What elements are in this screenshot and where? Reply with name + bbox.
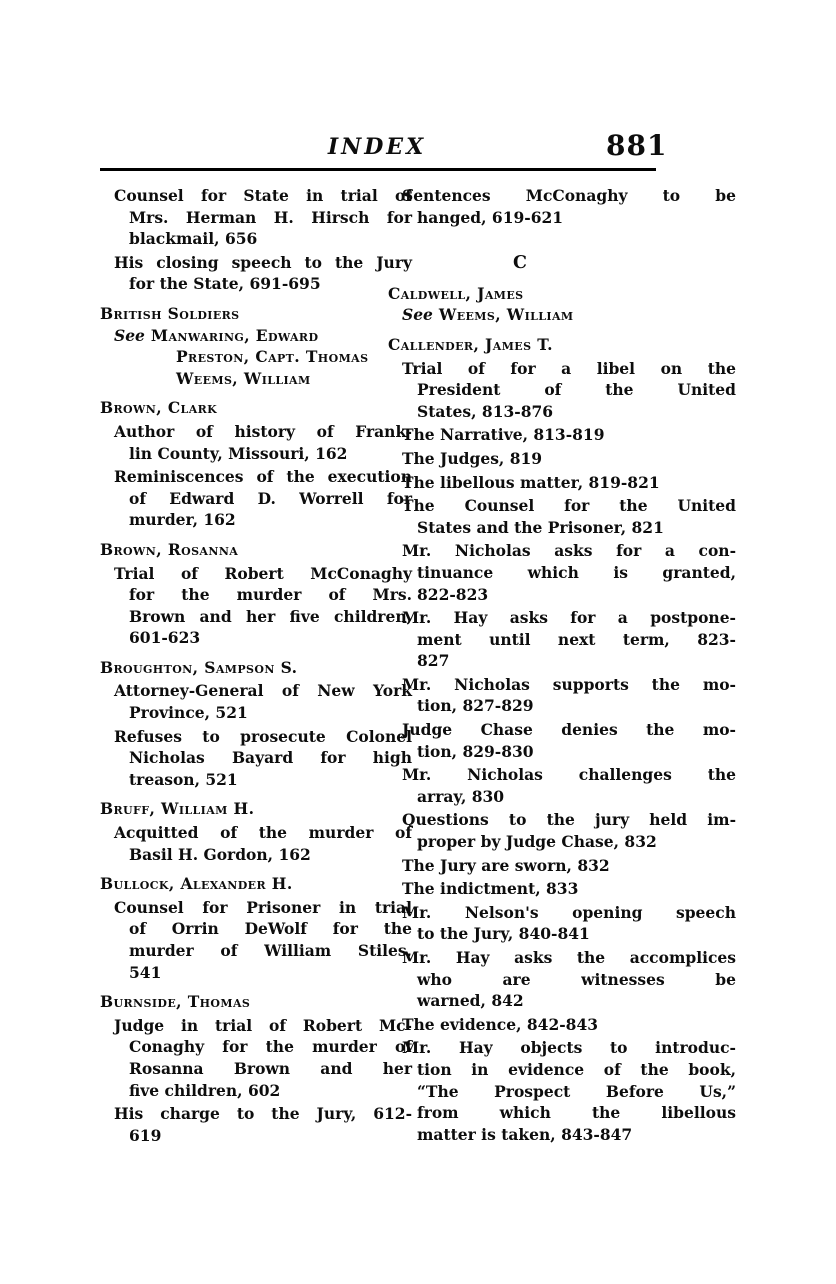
index-heading-text: Bullock, Alexander H. bbox=[100, 874, 293, 894]
index-entry-line bbox=[388, 878, 736, 900]
index-entry-line bbox=[388, 719, 736, 741]
index-heading bbox=[100, 798, 412, 820]
index-entry-line bbox=[100, 443, 412, 465]
index-entry-line-text: 541 bbox=[129, 962, 162, 982]
index-entry-line bbox=[100, 563, 412, 585]
index-entry-line-text: The indictment, 833 bbox=[402, 879, 579, 899]
index-entry-line-text: The Counsel for the United bbox=[402, 496, 736, 516]
index-entry-line bbox=[388, 741, 736, 763]
index-entry-line bbox=[388, 1124, 736, 1146]
index-entry-line-text: Sentences McConaghy to be bbox=[402, 186, 736, 205]
see-reference-line bbox=[100, 368, 412, 390]
index-entry-line-text: Mr. Hay asks for a postpone- bbox=[402, 608, 736, 628]
index-entry-line-text: Mr. Hay asks the accomplices bbox=[402, 948, 736, 967]
index-entry-line bbox=[100, 1015, 412, 1037]
index-entry-line bbox=[100, 726, 412, 748]
index-entry-line-text: Rosanna Brown and her bbox=[129, 1058, 412, 1078]
see-label: See bbox=[114, 325, 145, 345]
index-entry-line bbox=[100, 1080, 412, 1102]
index-entry-line-text: 601-623 bbox=[129, 628, 201, 648]
index-entry-line-text: His charge to the Jury, 612- bbox=[114, 1104, 412, 1124]
index-entry-line bbox=[100, 769, 412, 791]
index-heading bbox=[100, 397, 412, 419]
index-heading-text: Brown, Clark bbox=[100, 398, 218, 418]
index-entry-line-text: Judge in trial of Robert Mc- bbox=[114, 1015, 412, 1035]
index-entry-line-text: blackmail, 656 bbox=[129, 229, 258, 249]
index-entry-line bbox=[100, 844, 412, 866]
index-entry-line bbox=[100, 962, 412, 984]
index-entry-line bbox=[100, 185, 412, 207]
index-entry-line-text: from which the libellous bbox=[417, 1103, 736, 1123]
index-entry-line-text: for the State, 691-695 bbox=[129, 274, 321, 294]
index-entry-line-text: array, 830 bbox=[417, 786, 505, 806]
index-entry-line-text: five children, 602 bbox=[129, 1080, 281, 1100]
index-entry-line-text: Acquitted of the murder of bbox=[114, 823, 412, 843]
index-entry-line bbox=[388, 947, 736, 969]
index-entry-line-text: Mrs. Herman H. Hirsch for bbox=[129, 207, 412, 227]
index-entry-line bbox=[388, 855, 736, 877]
index-entry-line-text: of Orrin DeWolf for the bbox=[129, 919, 412, 939]
index-entry-line bbox=[100, 1036, 412, 1058]
section-letter bbox=[388, 253, 736, 275]
see-reference-name: Manwaring, Edward bbox=[150, 325, 319, 345]
index-entry-line-text: The Judges, 819 bbox=[402, 448, 543, 468]
section-letter-text: C bbox=[513, 253, 527, 274]
index-entry-line-text: Brown and her five children, bbox=[129, 606, 412, 626]
index-entry-line-text: Questions to the jury held im- bbox=[402, 810, 736, 830]
index-entry-line-text: Basil H. Gordon, 162 bbox=[129, 844, 311, 864]
index-entry-line bbox=[388, 607, 736, 629]
index-entry-line-text: to the Jury, 840-841 bbox=[417, 924, 590, 944]
index-heading bbox=[100, 303, 412, 325]
index-entry-line-text: The Jury are sworn, 832 bbox=[402, 855, 610, 875]
index-entry-line-text: Trial of Robert McConaghy bbox=[114, 563, 412, 583]
index-entry-line-text: Attorney-General of New York bbox=[114, 681, 412, 701]
see-reference-name: Weems, William bbox=[176, 368, 311, 388]
index-entry-line bbox=[100, 822, 412, 844]
index-heading-text: British Soldiers bbox=[100, 303, 240, 323]
index-heading-text: Callender, James T. bbox=[388, 334, 553, 354]
index-entry-line bbox=[388, 185, 736, 207]
index-entry-line-text: Author of history of Frank- bbox=[114, 421, 412, 441]
index-entry-line bbox=[100, 273, 412, 295]
index-heading bbox=[100, 539, 412, 561]
index-entry-line bbox=[100, 488, 412, 510]
index-entry-line bbox=[100, 897, 412, 919]
index-entry-line bbox=[388, 809, 736, 831]
index-entry-line bbox=[100, 680, 412, 702]
index-entry-line-text: Nicholas Bayard for high bbox=[129, 748, 412, 768]
page-number: 881 bbox=[606, 129, 668, 162]
index-entry-line-text: of Edward D. Worrell for bbox=[129, 488, 412, 508]
index-entry-line bbox=[388, 629, 736, 651]
index-entry-line-text: matter is taken, 843-847 bbox=[417, 1124, 633, 1144]
index-entry-line-text: The Narrative, 813-819 bbox=[402, 425, 605, 445]
index-entry-line bbox=[100, 1125, 412, 1147]
page-title: INDEX bbox=[327, 134, 427, 160]
index-heading bbox=[100, 873, 412, 895]
index-entry-line-text: Conaghy for the murder of bbox=[129, 1037, 412, 1057]
index-entry-line bbox=[100, 421, 412, 443]
index-entry-line-text: Trial of for a libel on the bbox=[402, 358, 736, 378]
index-heading bbox=[100, 657, 412, 679]
index-entry-line bbox=[388, 695, 736, 717]
index-entry-line-text: “The Prospect Before Us,” bbox=[417, 1081, 736, 1101]
index-entry-line-text: The evidence, 842-843 bbox=[402, 1014, 599, 1034]
index-entry-line bbox=[100, 918, 412, 940]
index-entry-line bbox=[100, 606, 412, 628]
see-reference-line bbox=[388, 304, 736, 326]
index-heading bbox=[100, 991, 412, 1013]
index-entry-line bbox=[388, 562, 736, 584]
index-entry-line bbox=[388, 379, 736, 401]
index-entry-line bbox=[388, 902, 736, 924]
index-entry-line-text: for the murder of Mrs. bbox=[129, 585, 412, 605]
see-reference-name: Preston, Capt. Thomas bbox=[176, 347, 369, 367]
index-entry-line-text: treason, 521 bbox=[129, 769, 238, 789]
index-entry-line bbox=[388, 517, 736, 539]
index-entry-line-text: States, 813-876 bbox=[417, 401, 554, 421]
index-entry-line bbox=[100, 940, 412, 962]
index-entry-line bbox=[100, 466, 412, 488]
index-entry-line-text: Judge Chase denies the mo- bbox=[402, 720, 736, 740]
index-entry-line-text: 619 bbox=[129, 1125, 162, 1145]
index-entry-line bbox=[100, 207, 412, 229]
index-entry-line-text: Reminiscences of the execution bbox=[114, 467, 412, 487]
index-entry-line bbox=[388, 923, 736, 945]
index-entry-line bbox=[388, 1014, 736, 1036]
header-rule bbox=[100, 168, 656, 171]
index-entry-line bbox=[100, 1103, 412, 1125]
index-entry-line bbox=[388, 786, 736, 808]
index-entry-line-text: hanged, 619-621 bbox=[417, 207, 564, 227]
index-heading-text: Caldwell, James bbox=[388, 283, 524, 303]
index-entry-line bbox=[388, 207, 736, 229]
index-entry-line bbox=[388, 1102, 736, 1124]
index-entry-line bbox=[100, 747, 412, 769]
index-heading-text: Burnside, Thomas bbox=[100, 992, 251, 1012]
index-entry-line-text: Counsel for State in trial of bbox=[114, 186, 412, 205]
index-entry-line bbox=[388, 674, 736, 696]
index-entry-line bbox=[100, 584, 412, 606]
index-entry-line-text: tinuance which is granted, bbox=[417, 562, 736, 582]
index-entry-line bbox=[100, 252, 412, 274]
index-heading-text: Broughton, Sampson S. bbox=[100, 657, 298, 677]
index-column-left bbox=[100, 183, 412, 1146]
index-entry-line bbox=[388, 1037, 736, 1059]
index-entry-line-text: ment until next term, 823- bbox=[417, 629, 736, 649]
index-entry-line bbox=[388, 990, 736, 1012]
index-entry-line-text: tion, 827-829 bbox=[417, 696, 534, 716]
index-entry-line bbox=[388, 584, 736, 606]
index-entry-line bbox=[388, 495, 736, 517]
index-entry-line-text: His closing speech to the Jury bbox=[114, 252, 412, 272]
index-entry-line-text: Mr. Nicholas challenges the bbox=[402, 765, 736, 785]
index-entry-line bbox=[388, 401, 736, 423]
index-entry-line bbox=[100, 627, 412, 649]
index-heading bbox=[388, 334, 736, 356]
index-entry-line bbox=[100, 702, 412, 724]
index-entry-line-text: warned, 842 bbox=[417, 991, 524, 1011]
index-entry-line-text: 827 bbox=[417, 651, 450, 671]
index-entry-line-text: Counsel for Prisoner in trial bbox=[114, 897, 412, 917]
see-reference-line bbox=[100, 325, 412, 347]
index-entry-line bbox=[388, 1059, 736, 1081]
index-entry-line bbox=[388, 650, 736, 672]
index-entry-line-text: Mr. Nicholas supports the mo- bbox=[402, 674, 736, 694]
index-heading-text: Bruff, William H. bbox=[100, 799, 255, 819]
index-entry-line-text: States and the Prisoner, 821 bbox=[417, 517, 664, 537]
index-entry-line bbox=[388, 424, 736, 446]
index-entry-line-text: President of the United bbox=[417, 380, 736, 400]
index-entry-line bbox=[388, 969, 736, 991]
index-entry-line bbox=[388, 448, 736, 470]
index-entry-line-text: lin County, Missouri, 162 bbox=[129, 443, 348, 463]
see-reference-line bbox=[100, 346, 412, 368]
index-entry-line bbox=[100, 1058, 412, 1080]
index-entry-line bbox=[100, 228, 412, 250]
index-entry-line-text: tion in evidence of the book, bbox=[417, 1059, 736, 1079]
index-entry-line-text: Refuses to prosecute Colonel bbox=[114, 726, 412, 746]
index-entry-line bbox=[388, 472, 736, 494]
index-heading bbox=[388, 283, 736, 305]
index-entry-line bbox=[388, 1081, 736, 1103]
index-entry-line-text: tion, 829-830 bbox=[417, 741, 534, 761]
index-entry-line-text: Mr. Nicholas asks for a con- bbox=[402, 541, 736, 561]
index-entry-line bbox=[388, 764, 736, 786]
index-column-right bbox=[388, 183, 736, 1145]
index-entry-line-text: 822-823 bbox=[417, 584, 489, 604]
index-entry-line bbox=[388, 831, 736, 853]
index-entry-line-text: murder of William Stiles, bbox=[129, 941, 412, 960]
index-entry-line bbox=[388, 540, 736, 562]
index-entry-line-text: murder, 162 bbox=[129, 510, 236, 530]
index-entry-line-text: proper by Judge Chase, 832 bbox=[417, 832, 657, 852]
index-entry-line bbox=[388, 358, 736, 380]
index-entry-line-text: Province, 521 bbox=[129, 703, 248, 723]
index-entry-line-text: who are witnesses be bbox=[417, 969, 736, 989]
index-entry-line bbox=[100, 509, 412, 531]
see-label: See bbox=[402, 305, 433, 325]
index-entry-line-text: Mr. Hay objects to introduc- bbox=[402, 1038, 736, 1058]
see-reference-name: Weems, William bbox=[438, 305, 574, 325]
index-entry-line-text: The libellous matter, 819-821 bbox=[402, 472, 660, 492]
index-heading-text: Brown, Rosanna bbox=[100, 539, 239, 559]
index-entry-line-text: Mr. Nelson's opening speech bbox=[402, 902, 736, 922]
